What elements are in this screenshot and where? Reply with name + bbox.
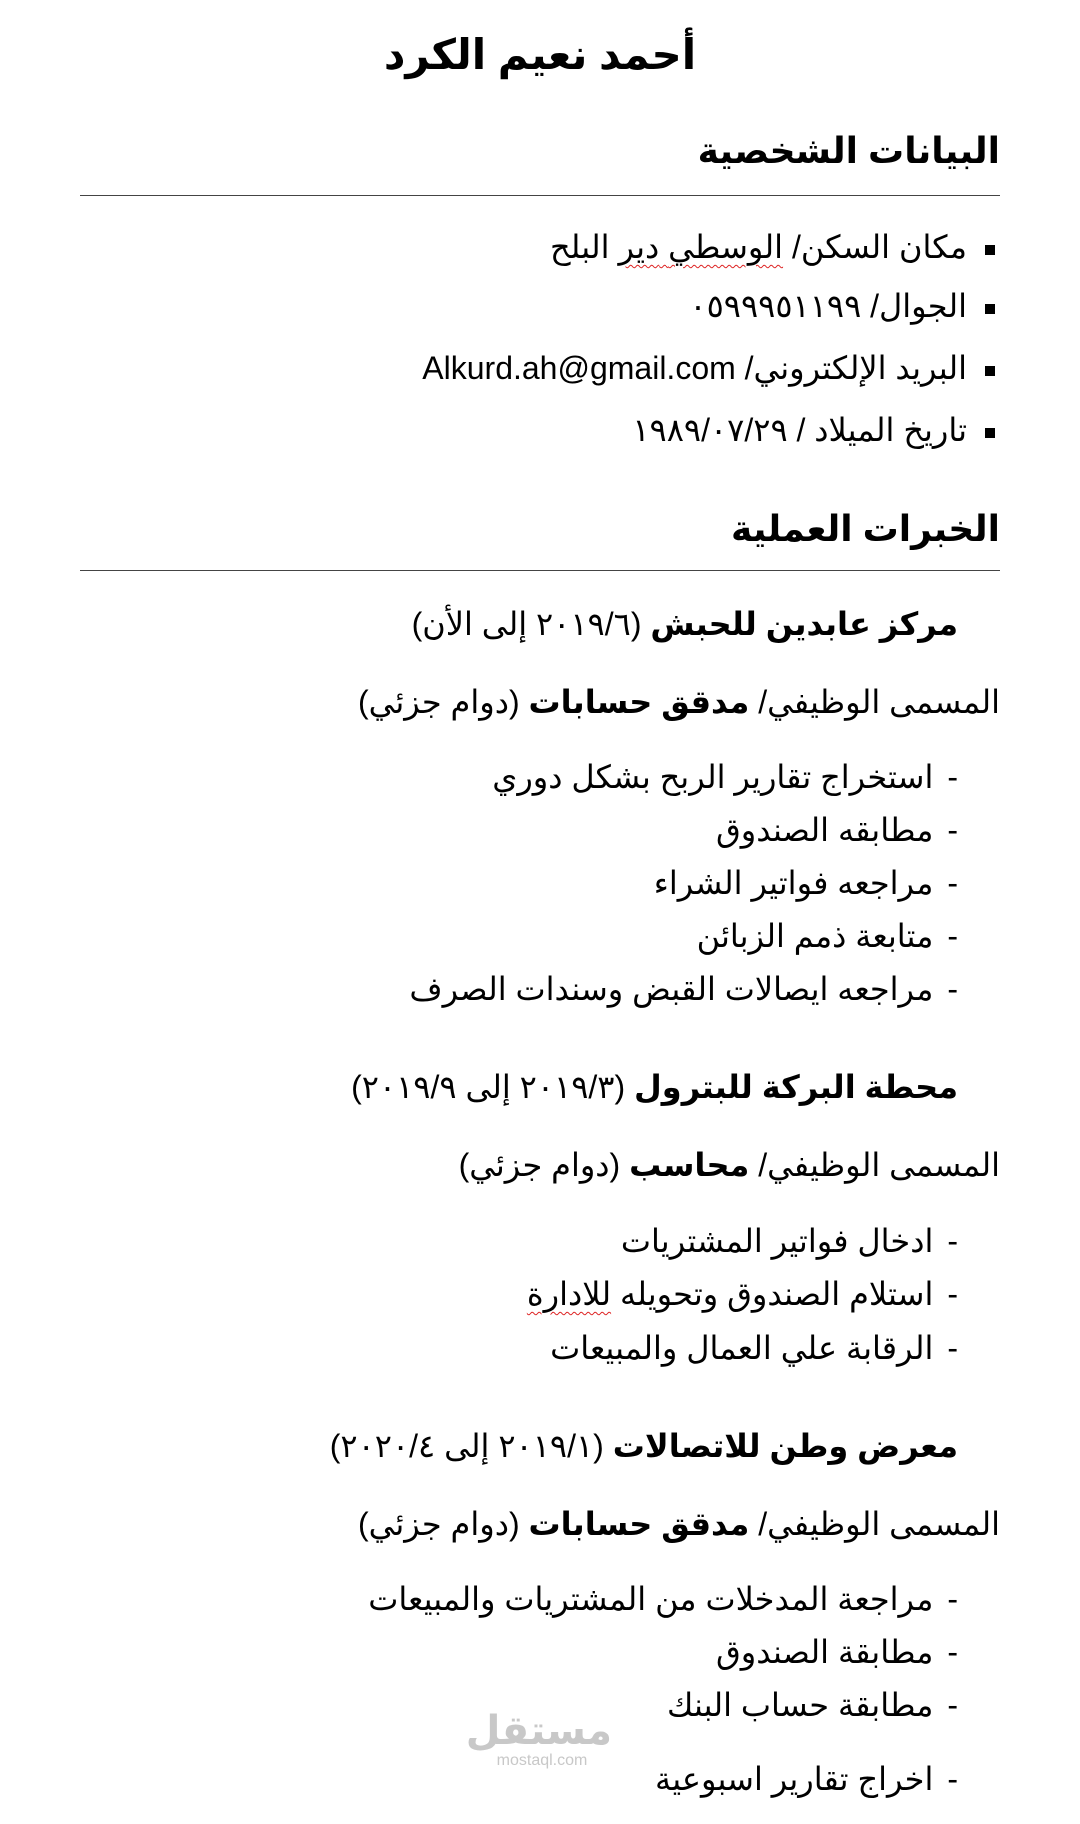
bullet-square-icon xyxy=(985,304,995,314)
job-title: المسمى الوظيفي/ محاسب (دوام جزئي) xyxy=(458,1147,1000,1183)
job-task: -الرقابة علي العمال والمبيعات xyxy=(550,1330,958,1366)
residence-item: مكان السكن/ الوسطي دير البلح xyxy=(550,228,995,266)
email-item: البريد الإلكتروني/ Alkurd.ah@gmail.com xyxy=(422,349,995,387)
job-task: -استخراج تقارير الربح بشكل دوري xyxy=(492,759,958,795)
job-company: محطة البركة للبترول (٢٠١٩/٣ إلى ٢٠١٩/٩) xyxy=(351,1069,958,1105)
section-divider xyxy=(80,195,1000,196)
personal-section-title: البيانات الشخصية xyxy=(697,130,1000,171)
job-task: -مراجعه ايصالات القبض وسندات الصرف xyxy=(409,971,958,1007)
job-task: -استلام الصندوق وتحويله للادارة xyxy=(526,1276,958,1312)
job-task: -مراجعه فواتير الشراء xyxy=(653,865,958,901)
bullet-square-icon xyxy=(985,366,995,376)
section-divider xyxy=(80,570,1000,571)
mobile-item: الجوال/ ٠٥٩٩٩٥١١٩٩ xyxy=(689,287,995,325)
job-task: -متابعة ذمم الزبائن xyxy=(696,918,958,954)
job-title: المسمى الوظيفي/ مدقق حسابات (دوام جزئي) xyxy=(357,1506,1000,1542)
job-company: معرض وطن للاتصالات (٢٠١٩/١ إلى ٢٠٢٠/٤) xyxy=(329,1428,958,1464)
person-name: أحمد نعيم الكرد xyxy=(383,31,697,78)
bullet-square-icon xyxy=(985,245,995,255)
job-task: -اخراج تقارير اسبوعية xyxy=(655,1761,958,1797)
job-task: -مراجعة المدخلات من المشتريات والمبيعات xyxy=(368,1581,958,1617)
job-title: المسمى الوظيفي/ مدقق حسابات (دوام جزئي) xyxy=(357,684,1000,720)
job-task: -مطابقة حساب البنك xyxy=(667,1687,958,1723)
experience-section-title: الخبرات العملية xyxy=(731,508,1000,549)
job-company: مركز عابدين للحبش (٢٠١٩/٦ إلى الأن) xyxy=(411,606,958,642)
bullet-square-icon xyxy=(985,428,995,438)
job-task: -مطابقه الصندوق xyxy=(715,812,958,848)
watermark-logo: مستقل mostaql.com xyxy=(465,1709,612,1769)
birthdate-item: تاريخ الميلاد / ١٩٨٩/٠٧/٢٩ xyxy=(632,411,995,449)
email-address: Alkurd.ah@gmail.com xyxy=(422,350,736,386)
job-task: -مطابقة الصندوق xyxy=(715,1634,958,1670)
job-task: -ادخال فواتير المشتريات xyxy=(620,1223,958,1259)
